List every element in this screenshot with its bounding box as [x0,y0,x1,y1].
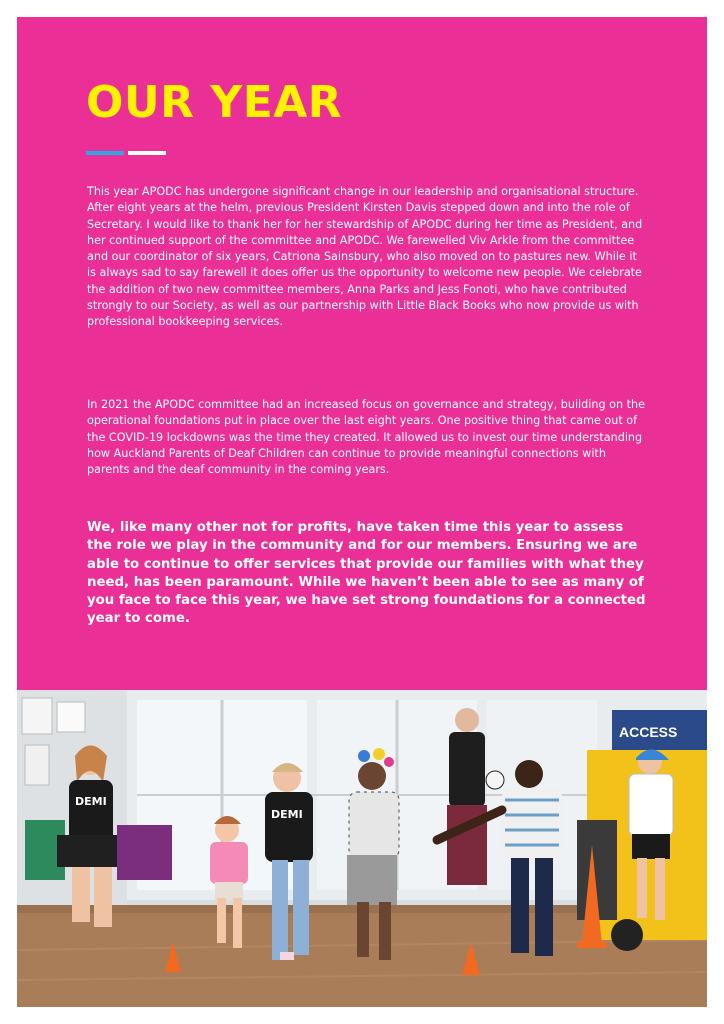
paragraph-governance-focus: In 2021 the APODC committee had an increased focus on governance and strategy, building on the operational foundations put in place over the last eight years. One positive thing that came out of the COVID-19 lockdowns was the time they created. It allowed us to invest our time understanding how Auckland Parents of Deaf Children can continue to provide meaningful connections with parents and the deaf community in the coming years. [87,398,645,477]
page-heading: OUR YEAR [86,77,343,128]
paragraph-highlight-statement: We, like many other not for profits, have taken time this year to assess the role we play in the community and for our members. Ensuring we are able to continue to offer services that provide our families with what they need, has been paramount. While we haven’t been able to see as many of you face to face this year, we have set strong foundations for a connected year to come. [87,520,646,627]
divider-blue [86,151,124,155]
children-running-photo [17,690,707,1007]
shirt-text-middle: DEMI [271,808,303,821]
shirt-text-left: DEMI [75,795,107,808]
lift-label: ACCESS [619,724,678,740]
divider-white [128,151,166,155]
paragraph-leadership-change: This year APODC has undergone significant change in our leadership and organisational structure. After eight years at the helm, previous President Kirsten Davis stepped down and into the role of Secretary. I would like to thank her for her stewardship of APODC during her time as President, and her continued support of the committee and APODC. We farewelled Viv Arkle from the committee and our coordinator of six years, Catriona Sainsbury, who also moved on to pastures new. While it is always sad to say farewell it does offer us the opportunity to welcome new people. We celebrate the addition of two new committee members, Anna Parks and Jess Fonoti, who have contributed strongly to our Society, as well as our partnership with Little Black Books who now provide us with professional bookkeeping services. [87,185,643,329]
